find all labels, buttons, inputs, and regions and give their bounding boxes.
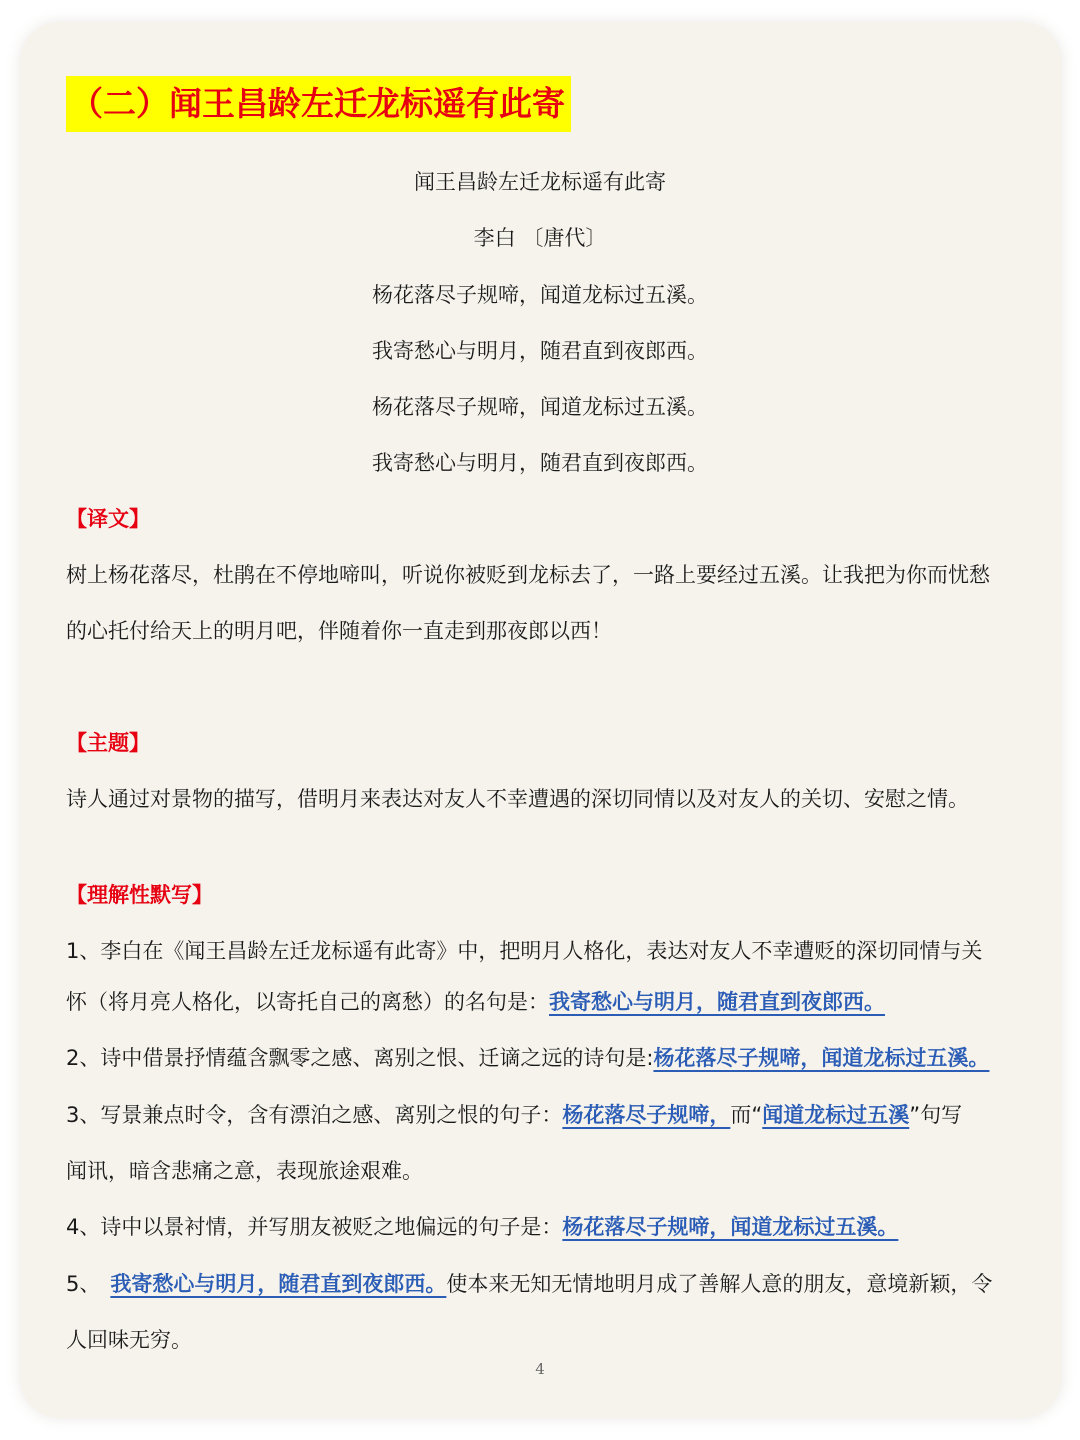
translation-line: 的心托付给天上的明月吧，伴随着你一直走到那夜郎以西！ — [66, 619, 612, 643]
question-2-prefix: 2、诗中借景抒情蕴含飘零之感、离别之恨、迁谪之远的诗句是: — [66, 1046, 654, 1070]
question-3-answer-1: 杨花落尽子规啼， — [562, 1103, 731, 1127]
question-3-middle: 而“ — [730, 1103, 763, 1127]
question-4 — [66, 1211, 898, 1241]
question-5-answer: 我寄愁心与明月，随君直到夜郎西。 — [110, 1272, 447, 1296]
poem-title: 闻王昌龄左迁龙标遥有此寄 — [414, 170, 666, 194]
question-5-line-1 — [66, 1268, 992, 1298]
section-title: （二）闻王昌龄左迁龙标遥有此寄 — [66, 76, 571, 132]
question-3-answer-2: 闻道龙标过五溪 — [762, 1103, 910, 1127]
theme-heading: 【主题】 — [66, 731, 150, 755]
dictation-heading: 【理解性默写】 — [66, 883, 213, 907]
question-1-prefix: 怀（将月亮人格化，以寄托自己的离愁）的名句是： — [66, 990, 549, 1014]
question-1-line-2 — [66, 986, 885, 1016]
question-5-suffix: 使本来无知无情地明月成了善解人意的朋友，意境新颖，令 — [446, 1272, 993, 1296]
poem-line: 杨花落尽子规啼，闻道龙标过五溪。 — [372, 395, 708, 419]
question-3-prefix: 3、写景兼点时令，含有漂泊之感、离别之恨的句子： — [66, 1103, 563, 1127]
translation-heading: 【译文】 — [66, 507, 150, 531]
page-number: 4 — [535, 1360, 545, 1378]
theme-text: 诗人通过对景物的描写，借明月来表达对友人不幸遭遇的深切同情以及对友人的关切、安慰之情。 — [66, 787, 969, 811]
question-1-line-1: 1、李白在《闻王昌龄左迁龙标遥有此寄》中，把明月人格化，表达对友人不幸遭贬的深切同情与关 — [66, 939, 983, 963]
question-1-answer: 我寄愁心与明月，随君直到夜郎西。 — [549, 990, 885, 1014]
question-3-suffix: ”句写 — [909, 1103, 963, 1127]
poem-line: 杨花落尽子规啼，闻道龙标过五溪。 — [372, 283, 708, 307]
poem-author: 李白 〔唐代〕 — [473, 226, 607, 250]
translation-line: 树上杨花落尽，杜鹃在不停地啼叫，听说你被贬到龙标去了，一路上要经过五溪。让我把为你而忧愁 — [66, 563, 990, 587]
poem-line: 我寄愁心与明月，随君直到夜郎西。 — [372, 451, 708, 475]
question-3-line-2: 闻讯，暗含悲痛之意，表现旅途艰难。 — [66, 1159, 423, 1183]
question-4-answer: 杨花落尽子规啼，闻道龙标过五溪。 — [562, 1215, 899, 1239]
question-2-answer: 杨花落尽子规啼，闻道龙标过五溪。 — [653, 1046, 990, 1070]
question-4-prefix: 4、诗中以景衬情，并写朋友被贬之地偏远的句子是： — [66, 1215, 563, 1239]
question-2 — [66, 1042, 989, 1072]
poem-line: 我寄愁心与明月，随君直到夜郎西。 — [372, 339, 708, 363]
question-5-prefix: 5、 — [66, 1272, 101, 1296]
question-5-line-2: 人回味无穷。 — [66, 1328, 192, 1352]
question-3-line-1 — [66, 1099, 962, 1129]
